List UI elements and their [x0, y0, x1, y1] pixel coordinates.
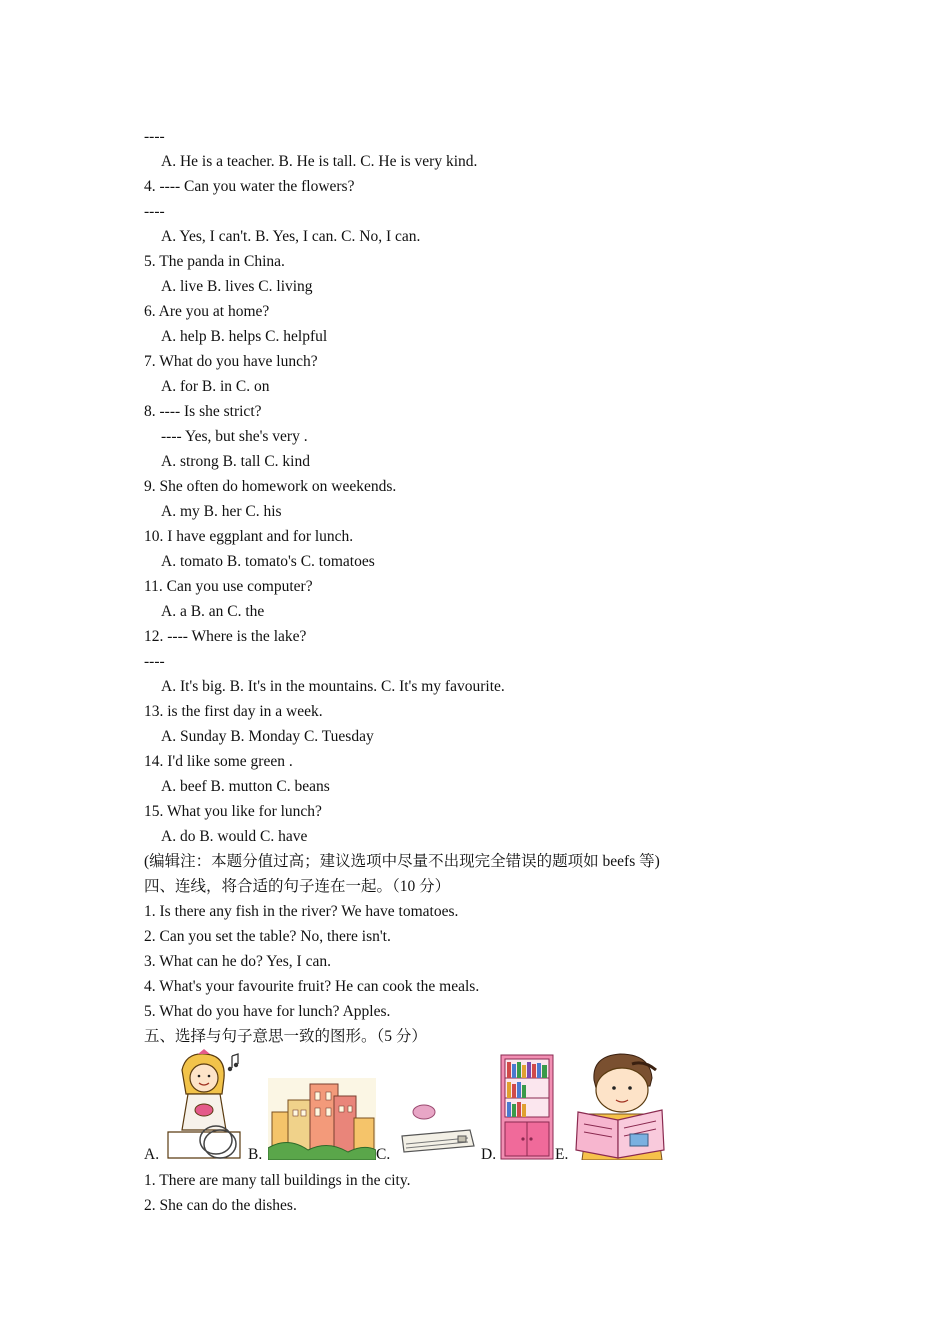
girl-washing-dishes-icon: [164, 1048, 244, 1160]
answer-options: A. strong B. tall C. kind: [161, 453, 310, 470]
question-line: ----: [144, 653, 165, 670]
question-line: 9. She often do homework on weekends.: [144, 478, 397, 495]
answer-options: A. for B. in C. on: [161, 378, 270, 395]
question-line: 10. I have eggplant and for lunch.: [144, 528, 354, 545]
answer-options: A. help B. helps C. helpful: [161, 328, 328, 345]
answer-options: A. a B. an C. the: [161, 603, 265, 620]
question-line: 3. What can he do? Yes, I can.: [144, 953, 331, 970]
air-conditioner-icon: [394, 1090, 482, 1160]
answer-options: A. Yes, I can't. B. Yes, I can. C. No, I can.: [161, 228, 421, 245]
picture-label-a: A.: [144, 1146, 160, 1163]
picture-sentence: 1. There are many tall buildings in the city.: [144, 1172, 411, 1189]
question-line: 15. What you like for lunch?: [144, 803, 322, 820]
answer-options: A. live B. lives C. living: [161, 278, 313, 295]
sentence-list: [144, 1168, 844, 1218]
question-line: 13. is the first day in a week.: [144, 703, 323, 720]
question-line: 5. The panda in China.: [144, 253, 285, 270]
answer-options: A. my B. her C. his: [161, 503, 282, 520]
question-line: 6. Are you at home?: [144, 303, 270, 320]
picture-options: [144, 1050, 844, 1162]
question-line: (编辑注：本题分值过高；建议选项中尽量不出现完全错误的题项如 beefs 等): [144, 853, 660, 870]
question-line: 12. ---- Where is the lake?: [144, 628, 307, 645]
city-buildings-icon: [268, 1078, 376, 1160]
answer-options: A. Sunday B. Monday C. Tuesday: [161, 728, 374, 745]
picture-sentence: 2. She can do the dishes.: [144, 1197, 297, 1214]
answer-options: A. He is a teacher. B. He is tall. C. He is very kind.: [161, 153, 478, 170]
question-line: 7. What do you have lunch?: [144, 353, 318, 370]
answer-options: ---- Yes, but she's very .: [161, 428, 308, 445]
question-line: 8. ---- Is she strict?: [144, 403, 262, 420]
picture-label-d: D.: [481, 1146, 497, 1163]
question-line: 4. What's your favourite fruit? He can cook the meals.: [144, 978, 480, 995]
question-line: 14. I'd like some green .: [144, 753, 293, 770]
question-list: [144, 124, 844, 1049]
question-line: 5. What do you have for lunch? Apples.: [144, 1003, 391, 1020]
bookshelf-icon: [500, 1054, 554, 1160]
question-line: 4. ---- Can you water the flowers?: [144, 178, 355, 195]
question-line: ----: [144, 128, 165, 145]
picture-label-e: E.: [555, 1146, 569, 1163]
question-line: 11. Can you use computer?: [144, 578, 313, 595]
question-line: 四、连线，将合适的句子连在一起。（10 分）: [144, 878, 451, 895]
answer-options: A. tomato B. tomato's C. tomatoes: [161, 553, 375, 570]
question-line: ----: [144, 203, 165, 220]
picture-label-c: C.: [376, 1146, 391, 1163]
picture-label-b: B.: [248, 1146, 263, 1163]
question-line: 五、选择与句子意思一致的图形。（5 分）: [144, 1028, 427, 1045]
boy-reading-icon: [572, 1050, 666, 1160]
answer-options: A. It's big. B. It's in the mountains. C. It's my favourite.: [161, 678, 505, 695]
question-line: 1. Is there any fish in the river? We have tomatoes.: [144, 903, 459, 920]
answer-options: A. do B. would C. have: [161, 828, 308, 845]
answer-options: A. beef B. mutton C. beans: [161, 778, 330, 795]
worksheet: [144, 124, 844, 1218]
question-line: 2. Can you set the table? No, there isn't.: [144, 928, 391, 945]
